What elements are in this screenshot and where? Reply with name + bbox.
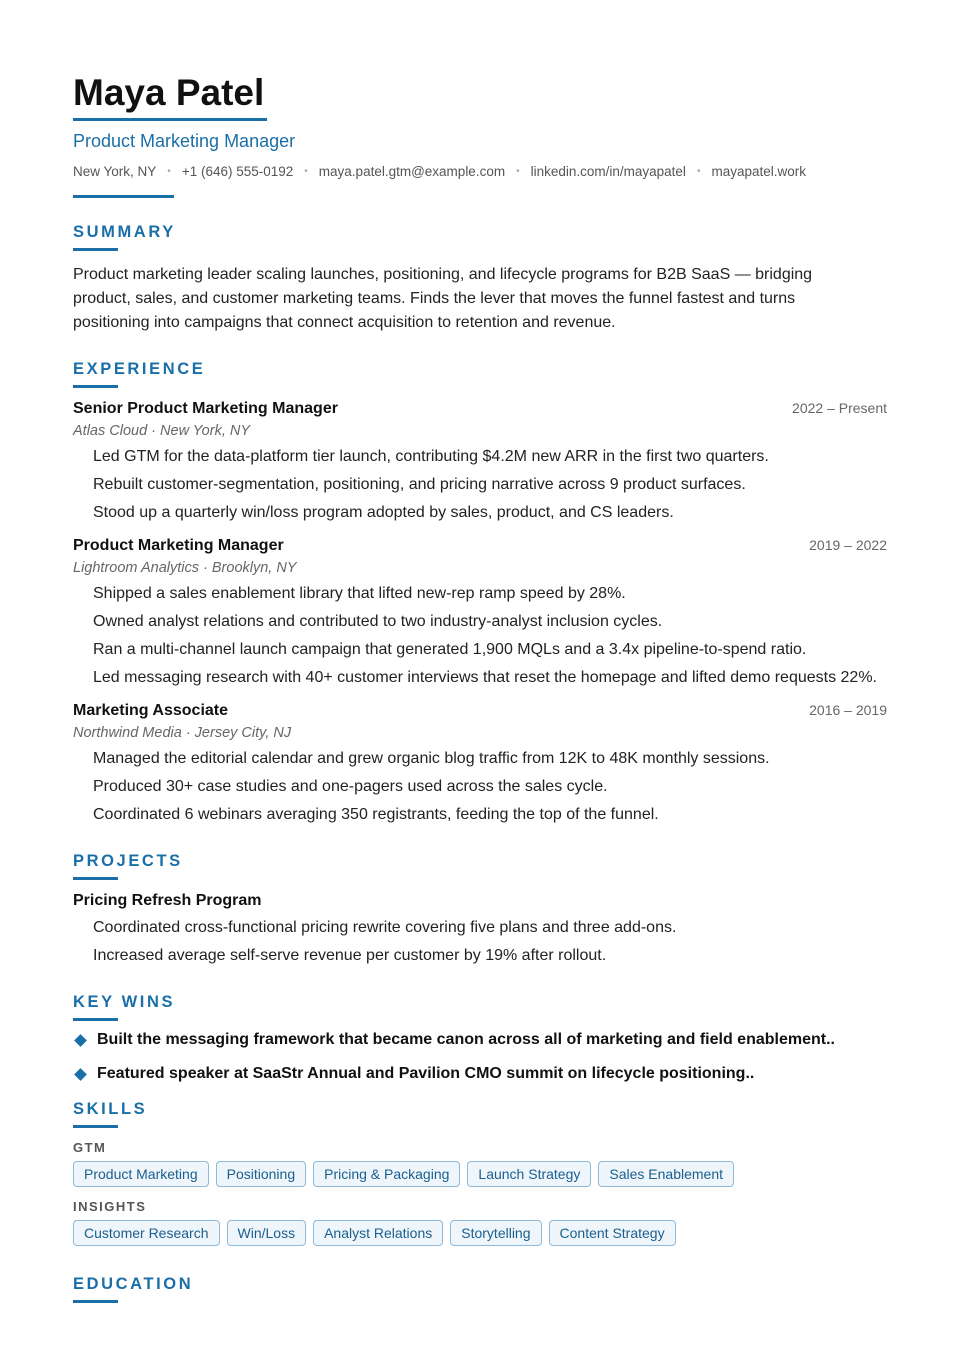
key-win-item <box>73 1031 887 1049</box>
key-win-text: Featured speaker at SaaStr Annual and Pavilion CMO summit on lifecycle positioning.. <box>97 1065 755 1082</box>
section-underline <box>73 1300 118 1303</box>
job-dates: 2022 – Present <box>792 400 887 416</box>
contact-phone: +1 (646) 555-0192 <box>181 164 294 179</box>
skill-chips <box>73 1220 887 1246</box>
contact-separator: • <box>304 166 308 177</box>
skill-group-label: INSIGHTS <box>73 1199 147 1214</box>
bullet-item: Coordinated 6 webinars averaging 350 registrants, feeding the top of the funnel. <box>93 806 659 823</box>
header-divider <box>73 195 174 198</box>
skill-chips <box>73 1161 887 1187</box>
job-company: Lightroom Analytics · Brooklyn, NY <box>73 560 297 576</box>
job-company: Atlas Cloud · New York, NY <box>73 423 251 439</box>
job-title: Product Marketing Manager <box>73 537 284 554</box>
skill-chip: Customer Research <box>73 1220 220 1246</box>
skill-chip: Product Marketing <box>73 1161 209 1187</box>
contact-location: New York, NY <box>73 164 157 179</box>
job-bullets <box>73 582 893 690</box>
skill-chip: Launch Strategy <box>467 1161 591 1187</box>
contact-linkedin[interactable]: linkedin.com/in/mayapatel <box>530 164 686 179</box>
job-title: Marketing Associate <box>73 702 229 719</box>
bullet-item: Stood up a quarterly win/loss program adopted by sales, product, and CS leaders. <box>93 504 674 521</box>
project-title: Pricing Refresh Program <box>73 892 262 909</box>
skill-group-label: GTM <box>73 1140 107 1155</box>
bullet-item: Produced 30+ case studies and one-pagers used across the sales cycle. <box>93 778 608 795</box>
skill-chip: Positioning <box>216 1161 307 1187</box>
bullet-item: Rebuilt customer-segmentation, positioning, and pricing narrative across 9 product surfaces. <box>93 476 746 493</box>
summary-heading: SUMMARY <box>73 223 176 241</box>
skill-chip: Analyst Relations <box>313 1220 443 1246</box>
job-dates: 2016 – 2019 <box>809 702 887 718</box>
projects-heading: PROJECTS <box>73 852 183 870</box>
contact-separator: • <box>516 166 520 177</box>
summary-text: Product marketing leader scaling launches, positioning, and lifecycle programs for B2B SaaS — bridging product, sales, and customer marketing teams. Finds the lever that moves the funnel fastest and turns positioning into campaigns that connect acquisition to retention and revenue. <box>73 266 813 331</box>
skill-chip: Win/Loss <box>227 1220 307 1246</box>
bullet-item: Increased average self-serve revenue per customer by 19% after rollout. <box>93 947 607 964</box>
job-entry <box>73 702 887 827</box>
skill-chip: Storytelling <box>450 1220 541 1246</box>
key-wins-list <box>73 1031 887 1083</box>
skill-chip: Content Strategy <box>549 1220 676 1246</box>
job-company: Northwind Media · Jersey City, NJ <box>73 725 292 741</box>
section-underline <box>73 1125 118 1128</box>
job-dates: 2019 – 2022 <box>809 537 887 553</box>
bullet-item: Managed the editorial calendar and grew organic blog traffic from 12K to 48K monthly sessions. <box>93 750 770 767</box>
contact-separator: • <box>167 166 171 177</box>
contact-line <box>73 164 887 179</box>
bullet-item: Led messaging research with 40+ customer interviews that reset the homepage and lifted demo requests 22%. <box>93 669 877 686</box>
contact-separator: • <box>696 166 701 177</box>
key-win-item <box>73 1065 887 1083</box>
diamond-icon <box>74 1034 87 1047</box>
job-entry <box>73 400 887 525</box>
experience-heading: EXPERIENCE <box>73 360 206 378</box>
job-bullets <box>73 445 893 525</box>
diamond-icon <box>74 1068 87 1081</box>
key-win-text: Built the messaging framework that became canon across all of marketing and field enablement.. <box>97 1031 835 1048</box>
job-entry <box>73 537 887 690</box>
bullet-item: Coordinated cross-functional pricing rewrite covering five plans and three add-ons. <box>93 919 677 936</box>
contact-email[interactable]: maya.patel.gtm@example.com <box>318 164 506 179</box>
skills-heading: SKILLS <box>73 1100 148 1118</box>
section-underline <box>73 877 118 880</box>
job-bullets <box>73 747 893 827</box>
section-underline <box>73 248 118 251</box>
section-underline <box>73 1018 118 1021</box>
bullet-item: Led GTM for the data-platform tier launch, contributing $4.2M new ARR in the first two quarters. <box>93 448 769 465</box>
section-underline <box>73 385 118 388</box>
skill-chip: Pricing & Packaging <box>313 1161 460 1187</box>
bullet-item: Owned analyst relations and contributed to two industry-analyst inclusion cycles. <box>93 613 663 630</box>
bullet-item: Shipped a sales enablement library that lifted new-rep ramp speed by 28%. <box>93 585 626 602</box>
candidate-title: Product Marketing Manager <box>73 131 296 151</box>
skill-chip: Sales Enablement <box>598 1161 734 1187</box>
key-wins-heading: KEY WINS <box>73 993 176 1011</box>
contact-website[interactable]: mayapatel.work <box>711 164 806 179</box>
job-title: Senior Product Marketing Manager <box>73 400 338 417</box>
education-heading: EDUCATION <box>73 1275 194 1293</box>
name-underline <box>73 118 267 121</box>
bullet-item: Ran a multi-channel launch campaign that generated 1,900 MQLs and a 3.4x pipeline-to-spend ratio. <box>93 641 807 658</box>
project-bullets <box>73 916 893 968</box>
candidate-name: Maya Patel <box>73 72 265 113</box>
